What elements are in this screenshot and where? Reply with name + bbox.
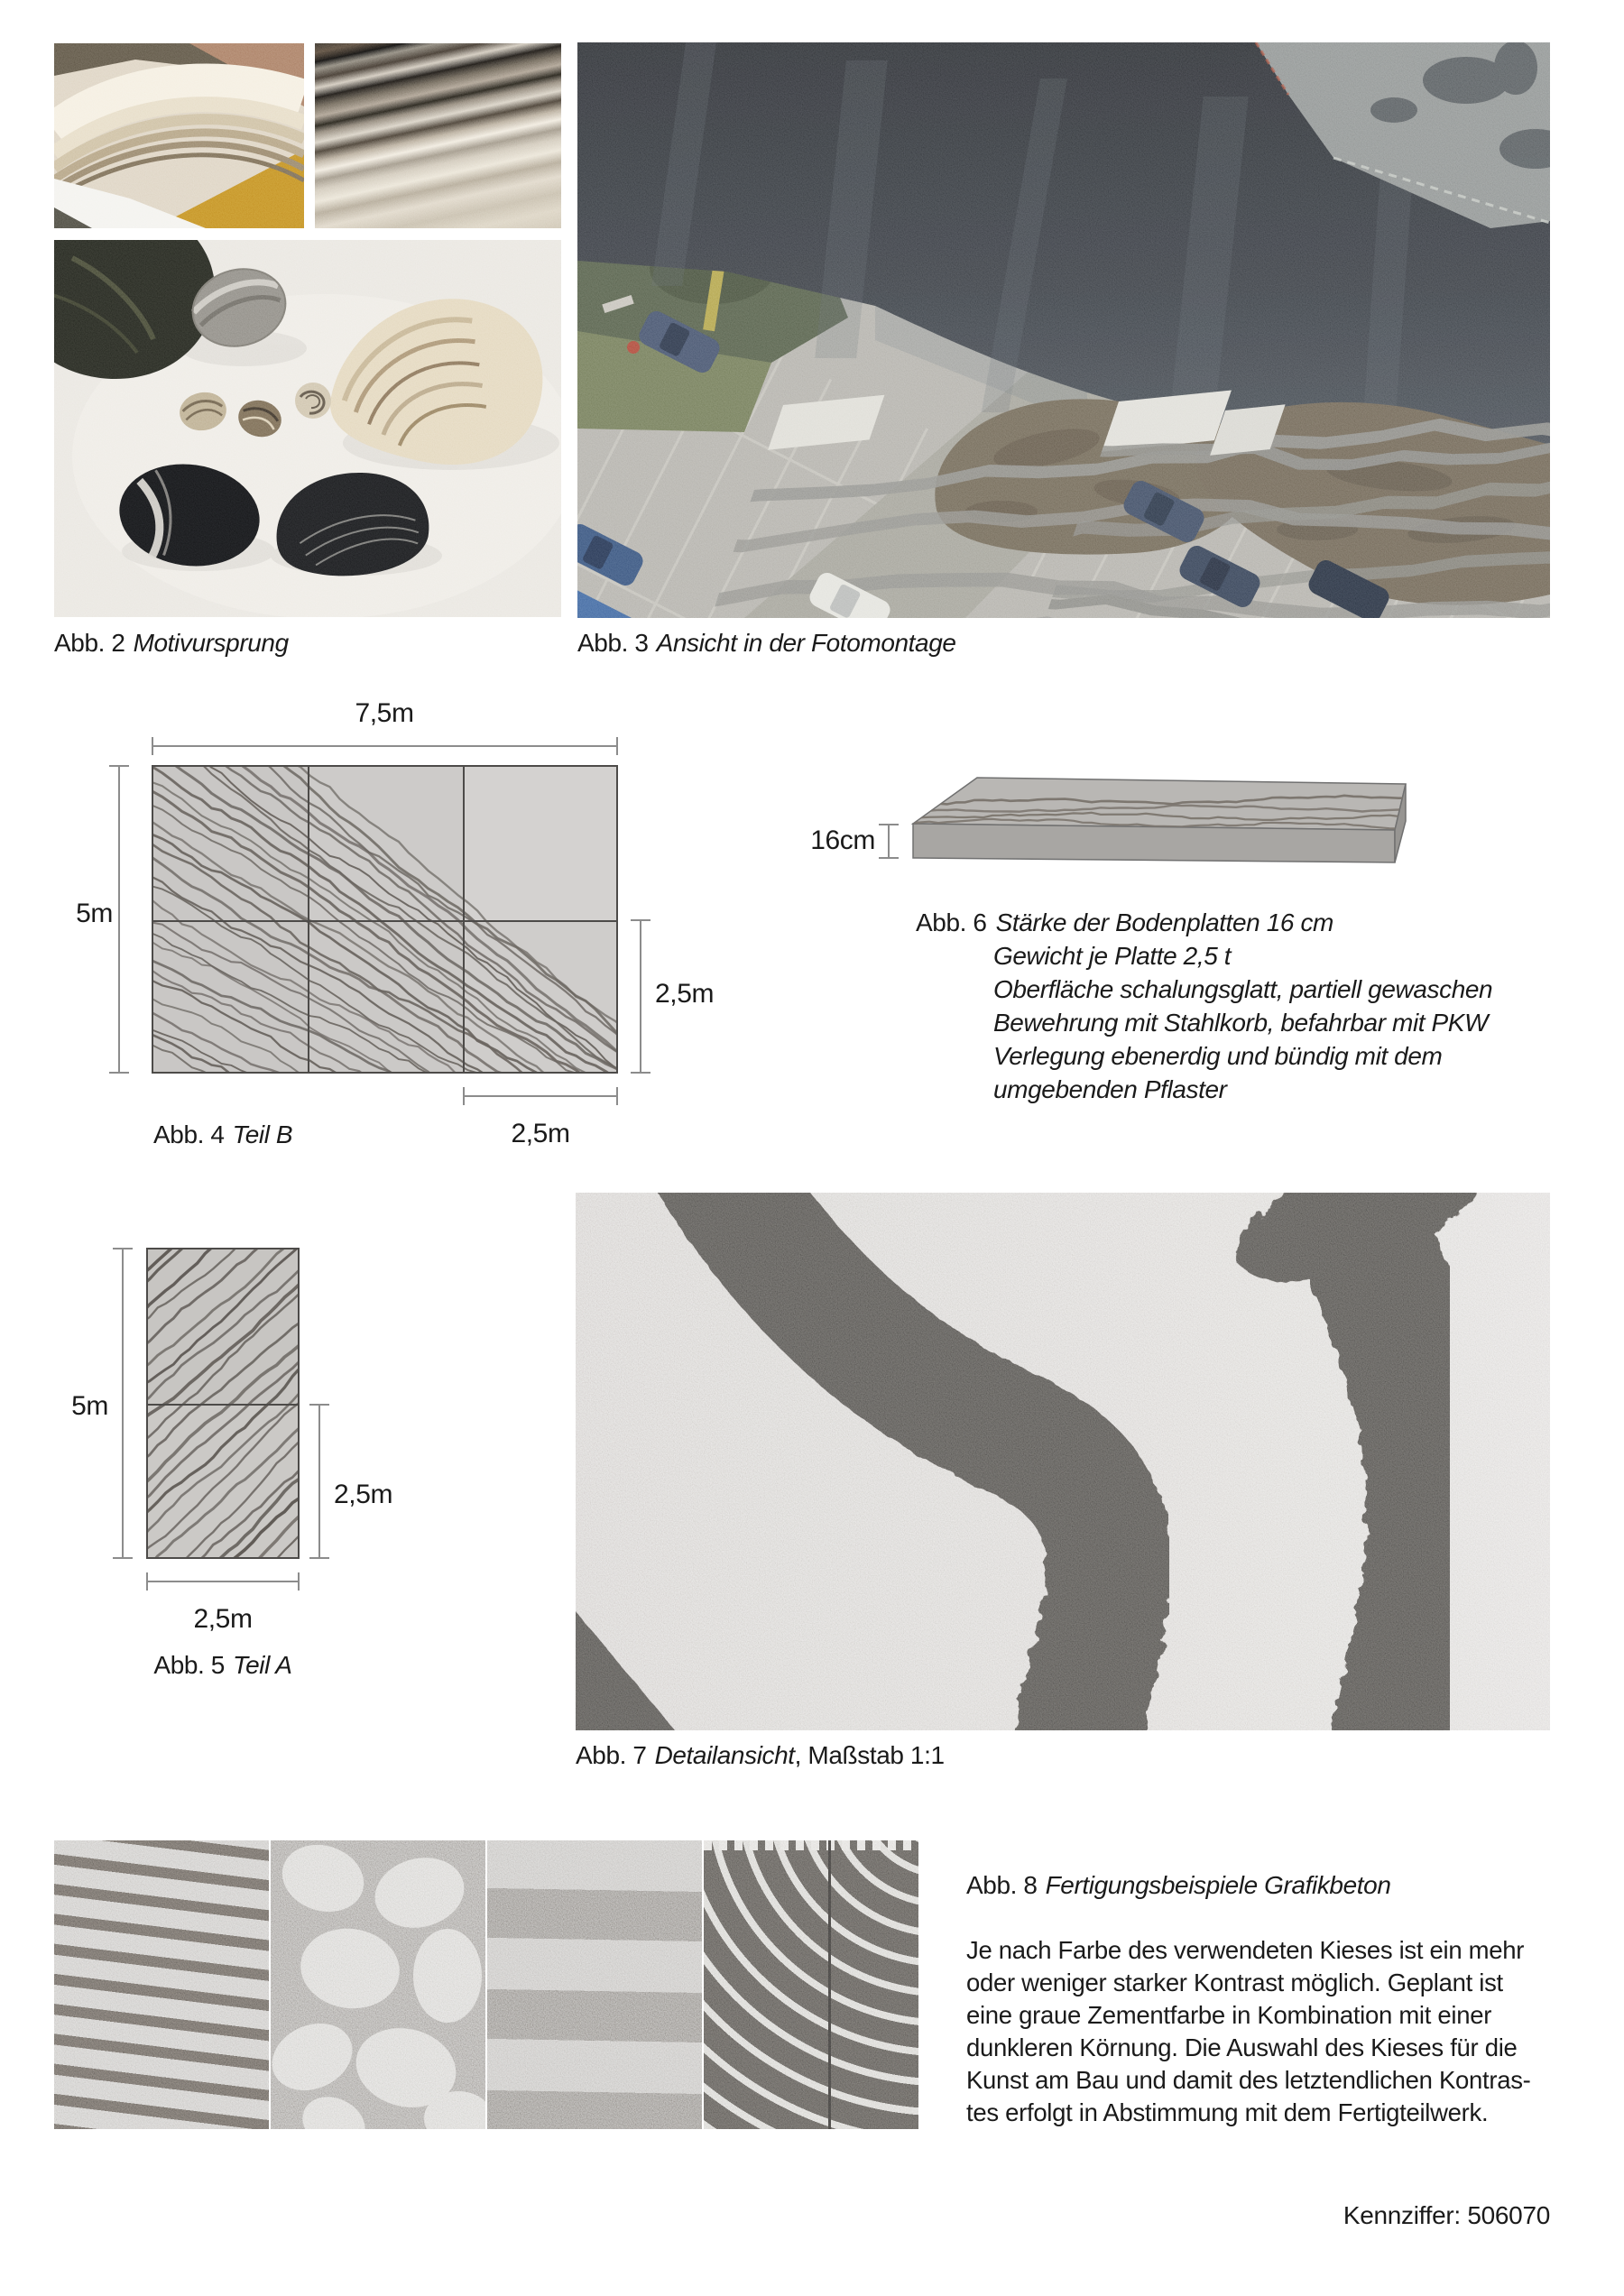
fig2-caption [54, 629, 289, 658]
paragraph-line: Je nach Farbe des verwendeten Kieses ist ein mehr [966, 1936, 1525, 1964]
detail-concrete-illustration [576, 1193, 1550, 1730]
fig4-dim-line-height [118, 765, 120, 1074]
fig6-line: Oberfläche schalungsglatt, partiell gewaschen [993, 975, 1493, 1003]
fig2-caption-label: Abb. 2 [54, 629, 125, 657]
fig3-caption-label: Abb. 3 [577, 629, 649, 657]
fig4-caption [153, 1120, 292, 1149]
fig8-caption [966, 1871, 1391, 1900]
paragraph-line: eine graue Zementfarbe in Kombination mit einer [966, 2001, 1492, 2029]
fig4-dim-line-tile-width [463, 1095, 618, 1097]
fig4-caption-title: Teil B [232, 1120, 293, 1148]
fig7-photo-detail [576, 1193, 1550, 1730]
fig4-dim-tile-width-label: 2,5m [511, 1119, 570, 1148]
paragraph-line: Kunst am Bau und damit des letztendlichen Kontras- [966, 2066, 1531, 2094]
fig5-caption-title: Teil A [232, 1651, 292, 1679]
fig2-photo-paper-stack [315, 43, 561, 228]
fig8-sample-zebra-curves [704, 1840, 918, 2129]
fig6-line: Gewicht je Platte 2,5 t [993, 942, 1232, 970]
paragraph-line: tes erfolgt in Abstimmung mit dem Fertigteilwerk. [966, 2098, 1489, 2126]
zebra-seam [828, 1840, 831, 2129]
fig6-text-block [916, 906, 1492, 1106]
fig5-dim-line-height [122, 1248, 124, 1559]
zebra-teeth [704, 1840, 918, 1850]
fig4-wave-pattern [153, 767, 616, 1072]
fig8-sample-pebbles [271, 1840, 485, 2129]
aerial-montage-illustration [577, 42, 1550, 618]
fig5-caption-label: Abb. 5 [153, 1651, 225, 1679]
fig4-dim-height-label: 5m [76, 899, 113, 928]
fig2-caption-title: Motivursprung [133, 629, 289, 657]
fig5-dim-half-height-label: 2,5m [334, 1480, 393, 1509]
pebble-pattern [271, 1840, 485, 2129]
fig7-caption-label: Abb. 7 [576, 1741, 647, 1769]
fig5-dim-height-label: 5m [71, 1391, 108, 1421]
fig5-dim-line-half-height [318, 1404, 320, 1559]
fig8-caption-title: Fertigungsbeispiele Grafikbeton [1045, 1871, 1391, 1899]
fig5-dim-line-width [146, 1581, 300, 1582]
fig4-caption-label: Abb. 4 [153, 1120, 225, 1148]
paragraph-line: oder weniger starker Kontrast möglich. Geplant ist [966, 1969, 1503, 1996]
fig2-photo-stones-shells [54, 240, 561, 617]
fig3-caption [577, 629, 956, 658]
fig4-dim-half-height-label: 2,5m [655, 979, 715, 1009]
fig7-caption-suffix: , Maßstab 1:1 [794, 1741, 945, 1769]
fig5-plan-drawing [146, 1248, 300, 1559]
fig7-caption [576, 1741, 945, 1770]
fig4-plan-drawing [152, 765, 618, 1074]
fig7-caption-title: Detailansicht [654, 1741, 795, 1769]
fig8-caption-label: Abb. 8 [966, 1871, 1038, 1899]
fig6-line [916, 906, 1492, 939]
fig6-slab-drawing [902, 767, 1416, 871]
fig6-caption-label: Abb. 6 [916, 908, 987, 936]
fig6-line: Bewehrung mit Stahlkorb, befahrbar mit PKW [993, 1009, 1489, 1037]
fig8-sample-diagonal-stripes [54, 1840, 269, 2129]
small-shell-swirl [295, 383, 331, 419]
fig6-line: umgebenden Pflaster [993, 1075, 1227, 1103]
stones-shells-illustration [54, 240, 561, 617]
kennziffer-label: Kennziffer: 506070 [1343, 2201, 1550, 2229]
fig8-sample-horizontal-stripes [487, 1840, 702, 2129]
fig6-thickness-label: 16cm [810, 825, 875, 855]
fig5-dim-width-label: 2,5m [193, 1604, 253, 1634]
paragraph-line: dunkleren Körnung. Die Auswahl des Kieses für die [966, 2033, 1518, 2061]
fig3-photo-aerial-montage [577, 42, 1550, 618]
book-pages-illustration [54, 43, 304, 228]
fig6-line-text: Stärke der Bodenplatten 16 cm [995, 908, 1333, 936]
slab-isometric [902, 767, 1416, 871]
fig4-dim-width-label: 7,5m [355, 698, 414, 728]
fig6-dim-line-thickness [888, 824, 890, 859]
fig4-dim-line-width [152, 745, 618, 747]
fig3-caption-title: Ansicht in der Fotomontage [656, 629, 956, 657]
fig8-paragraph [966, 1934, 1531, 2129]
fig4-dim-line-half-height [640, 919, 641, 1074]
fig5-caption [119, 1651, 327, 1680]
fig6-line: Verlegung ebenerdig und bündig mit dem [993, 1042, 1443, 1070]
fig2-photo-book-pages [54, 43, 304, 228]
